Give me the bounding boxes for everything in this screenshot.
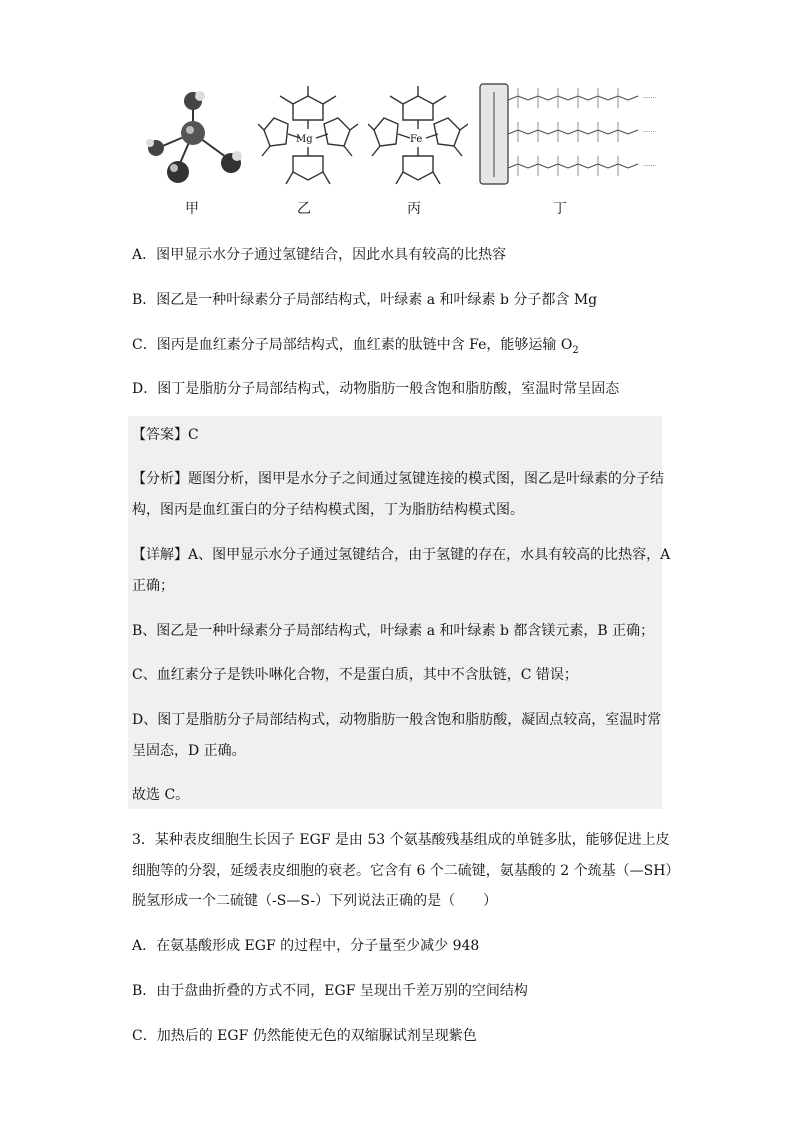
q2-option-d: D．图丁是脂肪分子局部结构式，动物脂肪一般含饱和脂肪酸，室温时常呈固态 <box>132 381 620 397</box>
detail-line-2: 正确； <box>132 578 174 594</box>
svg-text:·······: ······· <box>643 129 657 136</box>
figure-label-bing: 丙 <box>407 201 421 217</box>
svg-text:·······: ······· <box>643 163 657 170</box>
detail-line-b: B、图乙是一种叶绿素分子局部结构式，叶绿素 a 和叶绿素 b 都含镁元素，B 正确； <box>132 623 655 639</box>
q3-stem-line-2: 细胞等的分裂，延缓表皮细胞的衰老。它含有 6 个二硫键，氨基酸的 2 个巯基（—SH） <box>132 863 680 879</box>
q3-option-c: C．加热后的 EGF 仍然能使无色的双缩脲试剂呈现紫色 <box>132 1028 477 1044</box>
q3-option-b: B．由于盘曲折叠的方式不同，EGF 呈现出千差万别的空间结构 <box>132 983 528 999</box>
q2-option-b: B．图乙是一种叶绿素分子局部结构式，叶绿素 a 和叶绿素 b 分子都含 Mg <box>132 292 598 308</box>
analysis-line-2: 构，图丙是血红蛋白的分子结构模式图，丁为脂肪结构模式图。 <box>132 502 524 518</box>
q3-stem-line-3: 脱氢形成一个二硫键（-S—S-）下列说法正确的是（ ） <box>132 893 498 909</box>
fat-structure-figure <box>478 82 673 188</box>
q2-option-a: A．图甲显示水分子通过氢键结合，因此水具有较高的比热容 <box>132 247 507 263</box>
q3-stem-line-1: 3．某种表皮细胞生长因子 EGF 是由 53 个氨基酸残基组成的单链多肽，能够促进上皮 <box>132 832 670 848</box>
detail-line-c: C、血红素分子是铁卟啉化合物，不是蛋白质，其中不含肽链，C 错误； <box>132 667 578 683</box>
figure-row <box>130 80 670 220</box>
q3-option-a: A．在氨基酸形成 EGF 的过程中，分子量至少减少 948 <box>132 938 480 954</box>
q2-option-c-text: C．图丙是血红素分子局部结构式，血红素的肽链中含 Fe，能够运输 O <box>132 337 573 353</box>
water-molecule-figure <box>138 88 248 193</box>
figure-label-jia: 甲 <box>185 201 199 217</box>
answer-line: 【答案】C <box>132 427 199 443</box>
q2-option-c-subscript: 2 <box>572 344 579 356</box>
choose-line: 故选 C。 <box>132 787 190 803</box>
analysis-line-1: 【分析】题图分析，图甲是水分子之间通过氢键连接的模式图，图乙是叶绿素的分子结 <box>132 471 664 487</box>
detail-line-1: 【详解】A、图甲显示水分子通过氢键结合，由于氢键的存在，水具有较高的比热容，A <box>132 547 671 563</box>
detail-line-d2: 呈固态，D 正确。 <box>132 743 246 759</box>
heme-fe-label: Fe <box>410 134 423 145</box>
figure-label-ding: 丁 <box>553 201 567 217</box>
q2-option-c <box>132 334 579 362</box>
chlorophyll-mg-label: Mg <box>296 134 313 145</box>
detail-line-d1: D、图丁是脂肪分子局部结构式，动物脂肪一般含饱和脂肪酸，凝固点较高，室温时常 <box>132 712 662 728</box>
figure-label-yi: 乙 <box>297 201 311 217</box>
heme-structure-figure <box>368 84 468 194</box>
svg-text:·······: ······· <box>643 95 657 102</box>
chlorophyll-structure-figure <box>258 84 358 194</box>
